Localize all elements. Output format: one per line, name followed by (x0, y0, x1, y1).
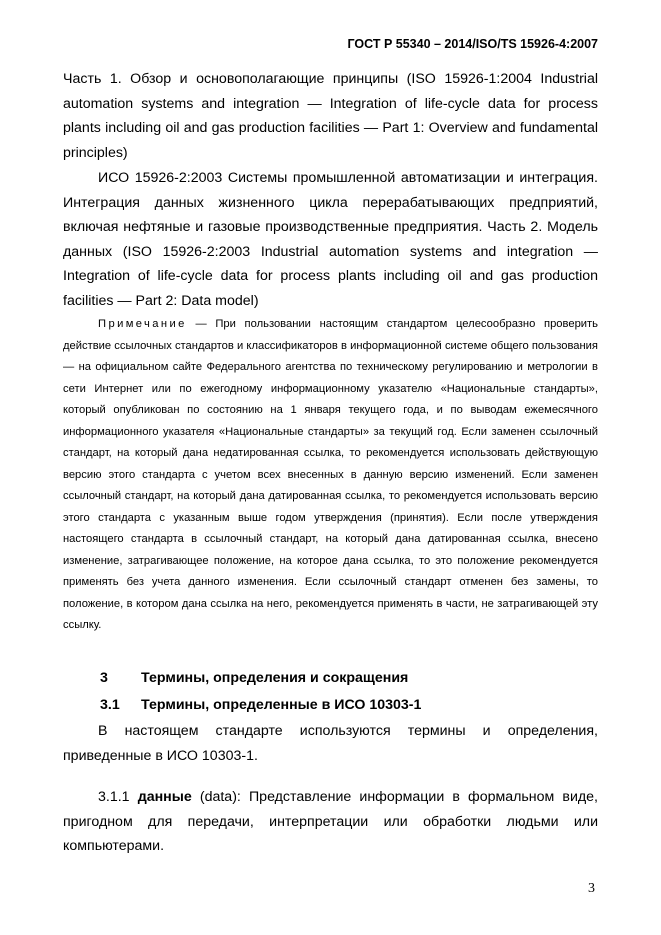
note-text: — При пользовании настоящим стандартом целесообразно проверить действие ссылочных стандартов и классификаторов в информационной системе общего пользования — на официальном сайте Федерального агентства по техническому регулированию и метрологии в сети Интернет или по ежегодному информационному указателю «Национальные стандарты», который опубликован по состоянию на 1 января текущего года, и по выводам ежемесячного информационного указателя «Национальные стандарты» за текущий год. Если заменен ссылочный стандарт, на который дана недатированная ссылка, то рекомендуется использовать действующую версию этого стандарта с учетом всех внесенных в данную версию изменений. Если заменен ссылочный стандарт, на который дана датированная ссылка, то рекомендуется использовать версию этого стандарта с указанным выше годом утверждения (принятия). Если после утверждения настоящего стандарта в ссылочный стандарт, на который дана датированная ссылка, внесено изменение, затрагивающее положение, на которое дана ссылка, то это положение рекомендуется применять без учета данного изменения. Если ссылочный стандарт отменен без замены, то положение, в котором дана ссылка на него, рекомендуется применять в части, не затрагивающей эту ссылку. (63, 318, 598, 631)
definition-data (63, 785, 598, 859)
definition-term: данные (137, 789, 192, 805)
note-label: Примечание (98, 318, 187, 330)
section-3-1-number: 3.1 (100, 697, 120, 713)
section-3-title: Термины, определения и сокращения (141, 670, 409, 686)
section-3-number: 3 (100, 670, 108, 686)
definition-text: (data): Представление информации в формальном виде, пригодном для передачи, интерпретации или обработки людьми или компьютерами. (63, 789, 598, 854)
paragraph-part1: Часть 1. Обзор и основополагающие принципы (ISO 15926-1:2004 Industrial automation systems and integration — Integration of life-cycle data for process plants including oil and gas production facilities — Part 1: Overview and fundamental principles) (63, 71, 598, 161)
page-number: 3 (588, 881, 595, 896)
paragraph-terms-intro: В настоящем стандарте используются термины и определения, приведенные в ИСО 10303-1. (63, 723, 598, 764)
paragraph-iso-15926-2: ИСО 15926-2:2003 Системы промышленной автоматизации и интеграция. Интеграция данных жизненного цикла перерабатывающих предприятий, включая нефтяные и газовые производственные предприятия. Часть 2. Модель данных (ISO 15926-2:2003 Industrial automation systems and integration — Integration of life-cycle data for process plants including oil and gas production facilities — Part 2: Data model) (63, 170, 598, 309)
definition-number: 3.1.1 (98, 789, 130, 805)
section-3-heading (100, 670, 408, 686)
section-3-1-title: Термины, определенные в ИСО 10303-1 (141, 697, 422, 713)
document-header: ГОСТ Р 55340 – 2014/ISO/TS 15926-4:2007 (347, 37, 598, 51)
note-paragraph (63, 314, 598, 637)
section-3-1-heading (100, 697, 421, 713)
